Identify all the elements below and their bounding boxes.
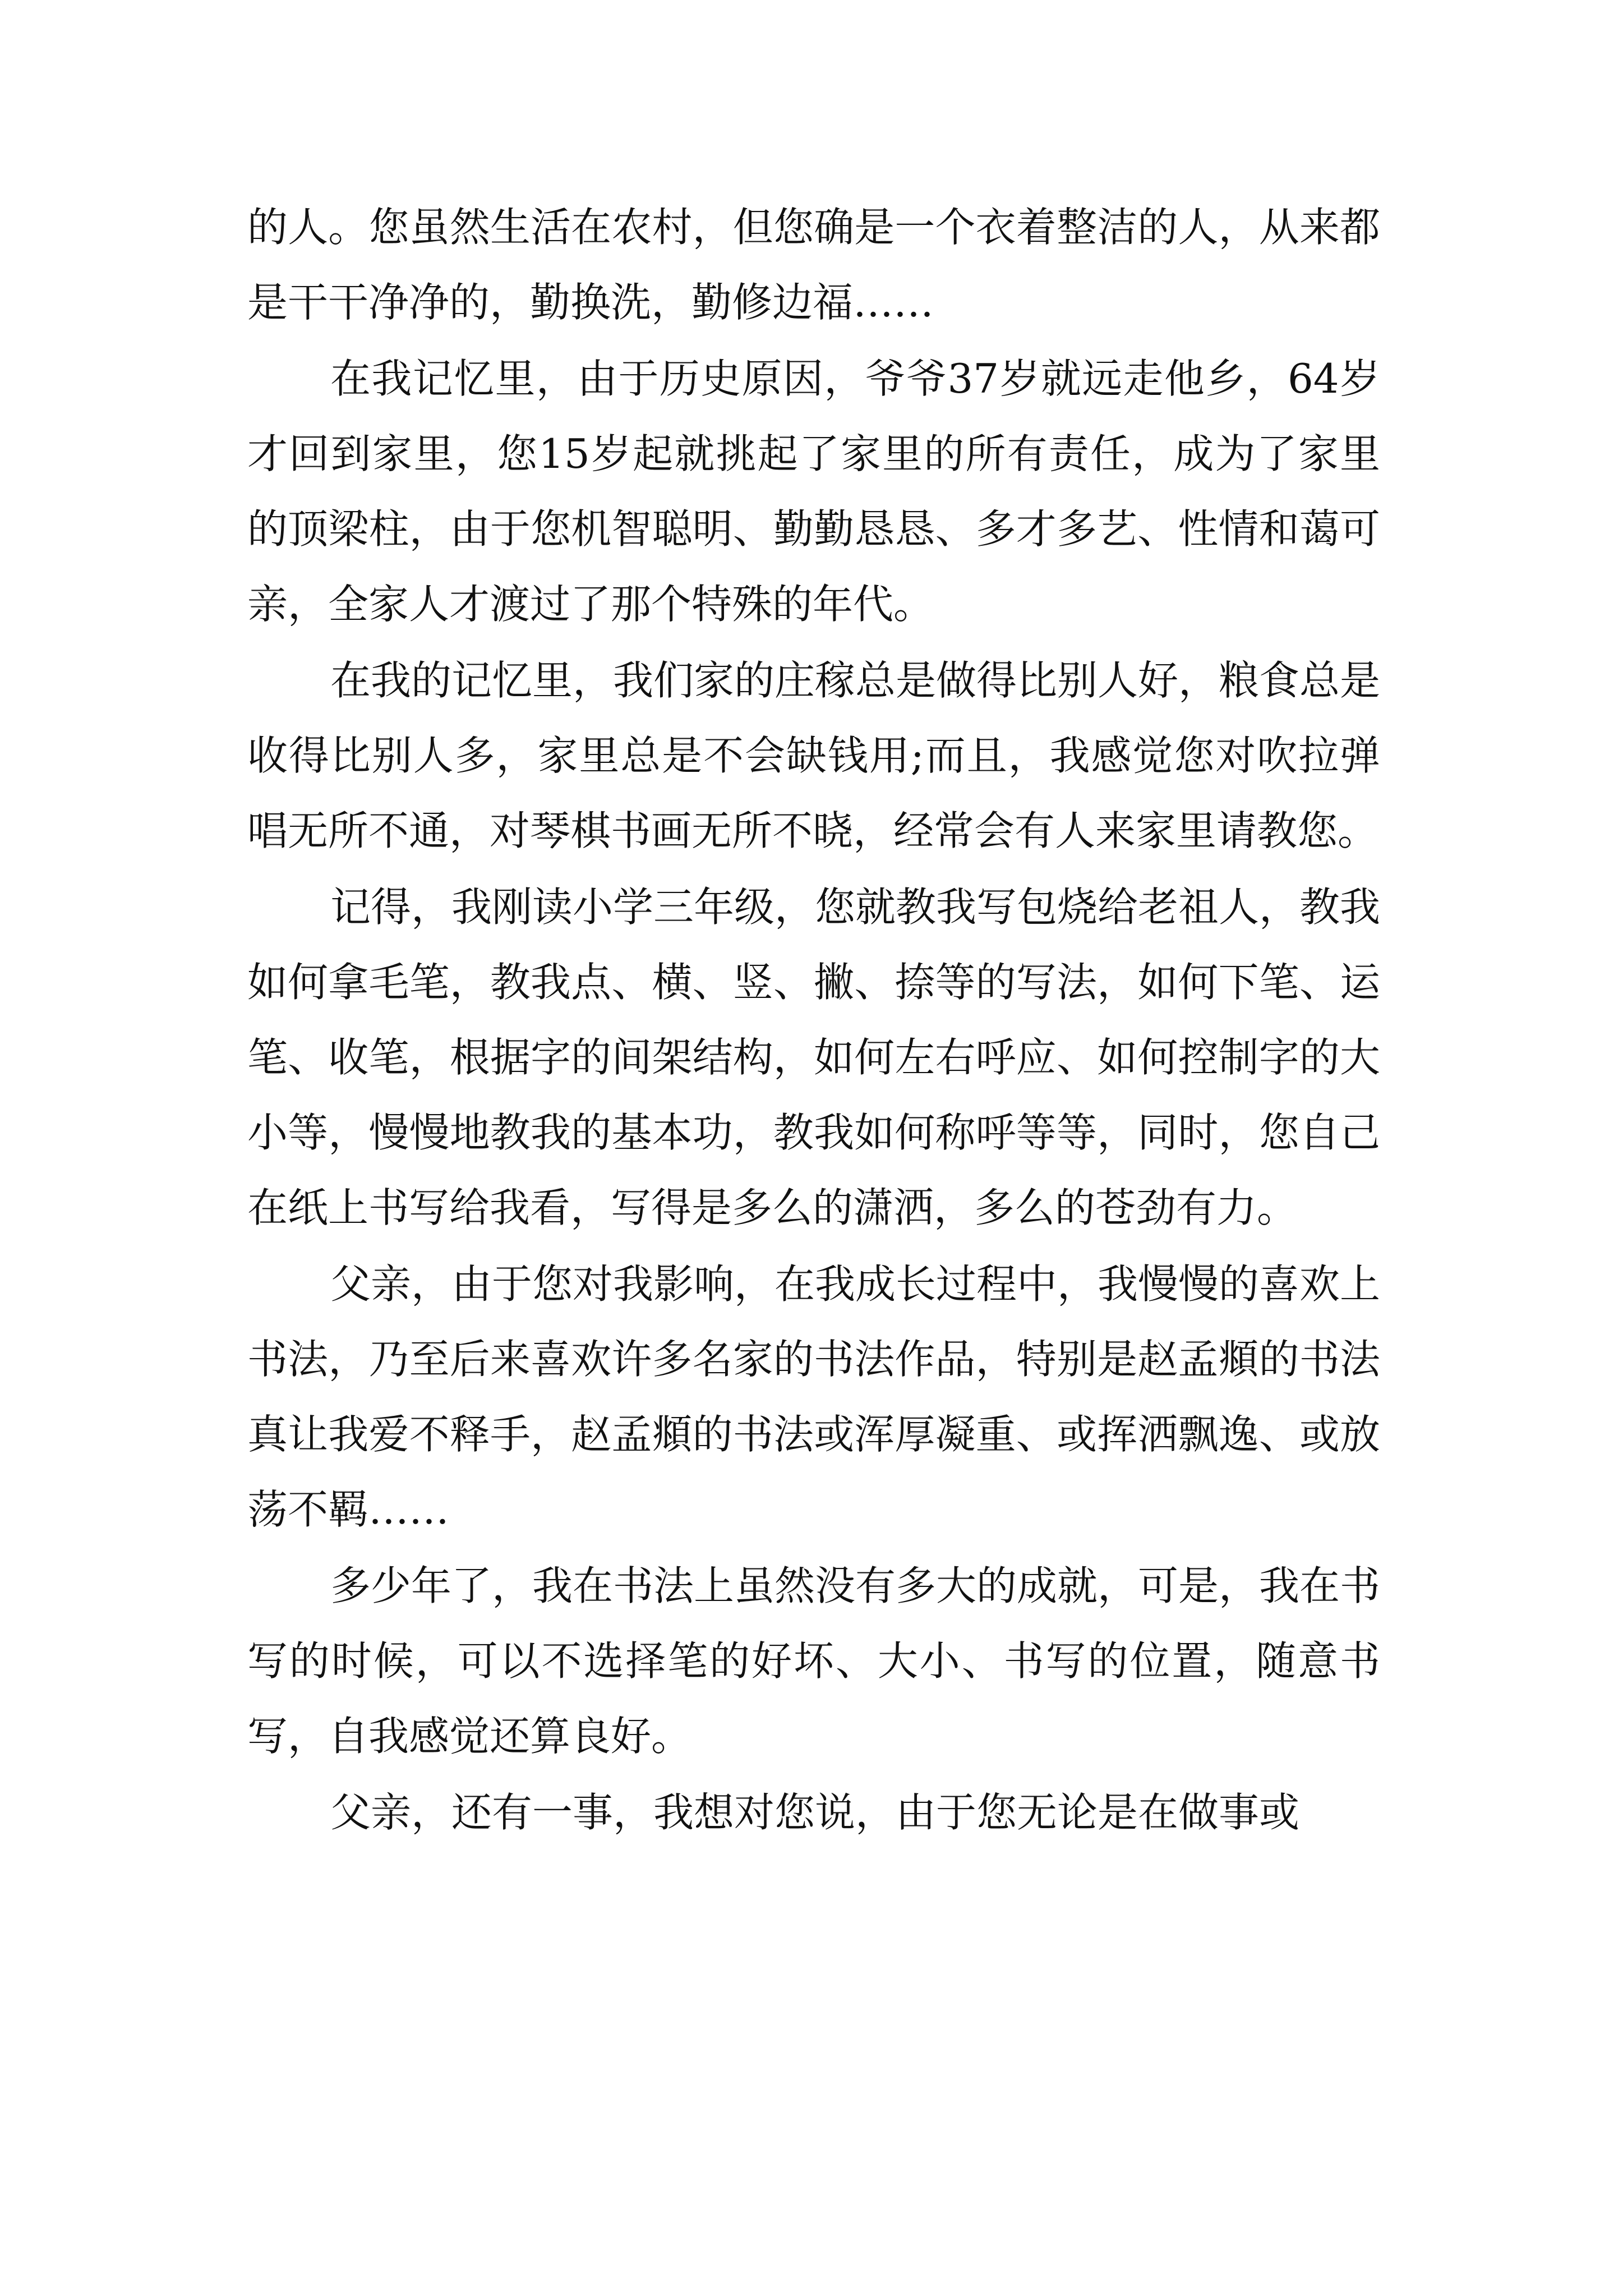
paragraph: 在我的记忆里，我们家的庄稼总是做得比别人好，粮食总是收得比别人多，家里总是不会缺钱用;而且，我感觉您对吹拉弹唱无所不通，对琴棋书画无所不晓，经常会有人来家里请教您。 bbox=[247, 657, 1381, 854]
document-body bbox=[247, 190, 1380, 1851]
paragraph: 记得，我刚读小学三年级，您就教我写包烧给老祖人，教我如何拿毛笔，教我点、横、竖、撇、捺等的写法，如何下笔、运笔、收笔，根据字的间架结构，如何左右呼应、如何控制字的大小等，慢慢地教我的基本功，教我如何称呼等等，同时，您自己在纸上书写给我看，写得是多么的潇洒，多么的苍劲有力。 bbox=[247, 884, 1381, 1231]
paragraph: 在我记忆里，由于历史原因，爷爷37岁就远走他乡，64岁才回到家里，您15岁起就挑起了家里的所有责任，成为了家里的顶梁柱，由于您机智聪明、勤勤恳恳、多才多艺、性情和蔼可亲，全家人才渡过了那个特殊的年代。 bbox=[247, 355, 1380, 628]
paragraph-continuation: 的人。您虽然生活在农村，但您确是一个衣着整洁的人，从来都是干干净净的，勤换洗，勤修边福…… bbox=[247, 204, 1380, 326]
paragraph: 多少年了，我在书法上虽然没有多大的成就，可是，我在书写的时候，可以不选择笔的好坏、大小、书写的位置，随意书写，自我感觉还算良好。 bbox=[247, 1562, 1381, 1760]
paragraph: 父亲，由于您对我影响，在我成长过程中，我慢慢的喜欢上书法，乃至后来喜欢许多名家的书法作品，特别是赵孟頫的书法真让我爱不释手，赵孟頫的书法或浑厚凝重、或挥洒飘逸、或放荡不羁…… bbox=[247, 1260, 1381, 1533]
paragraph: 父亲，还有一事，我想对您说，由于您无论是在做事或 bbox=[330, 1789, 1300, 1836]
